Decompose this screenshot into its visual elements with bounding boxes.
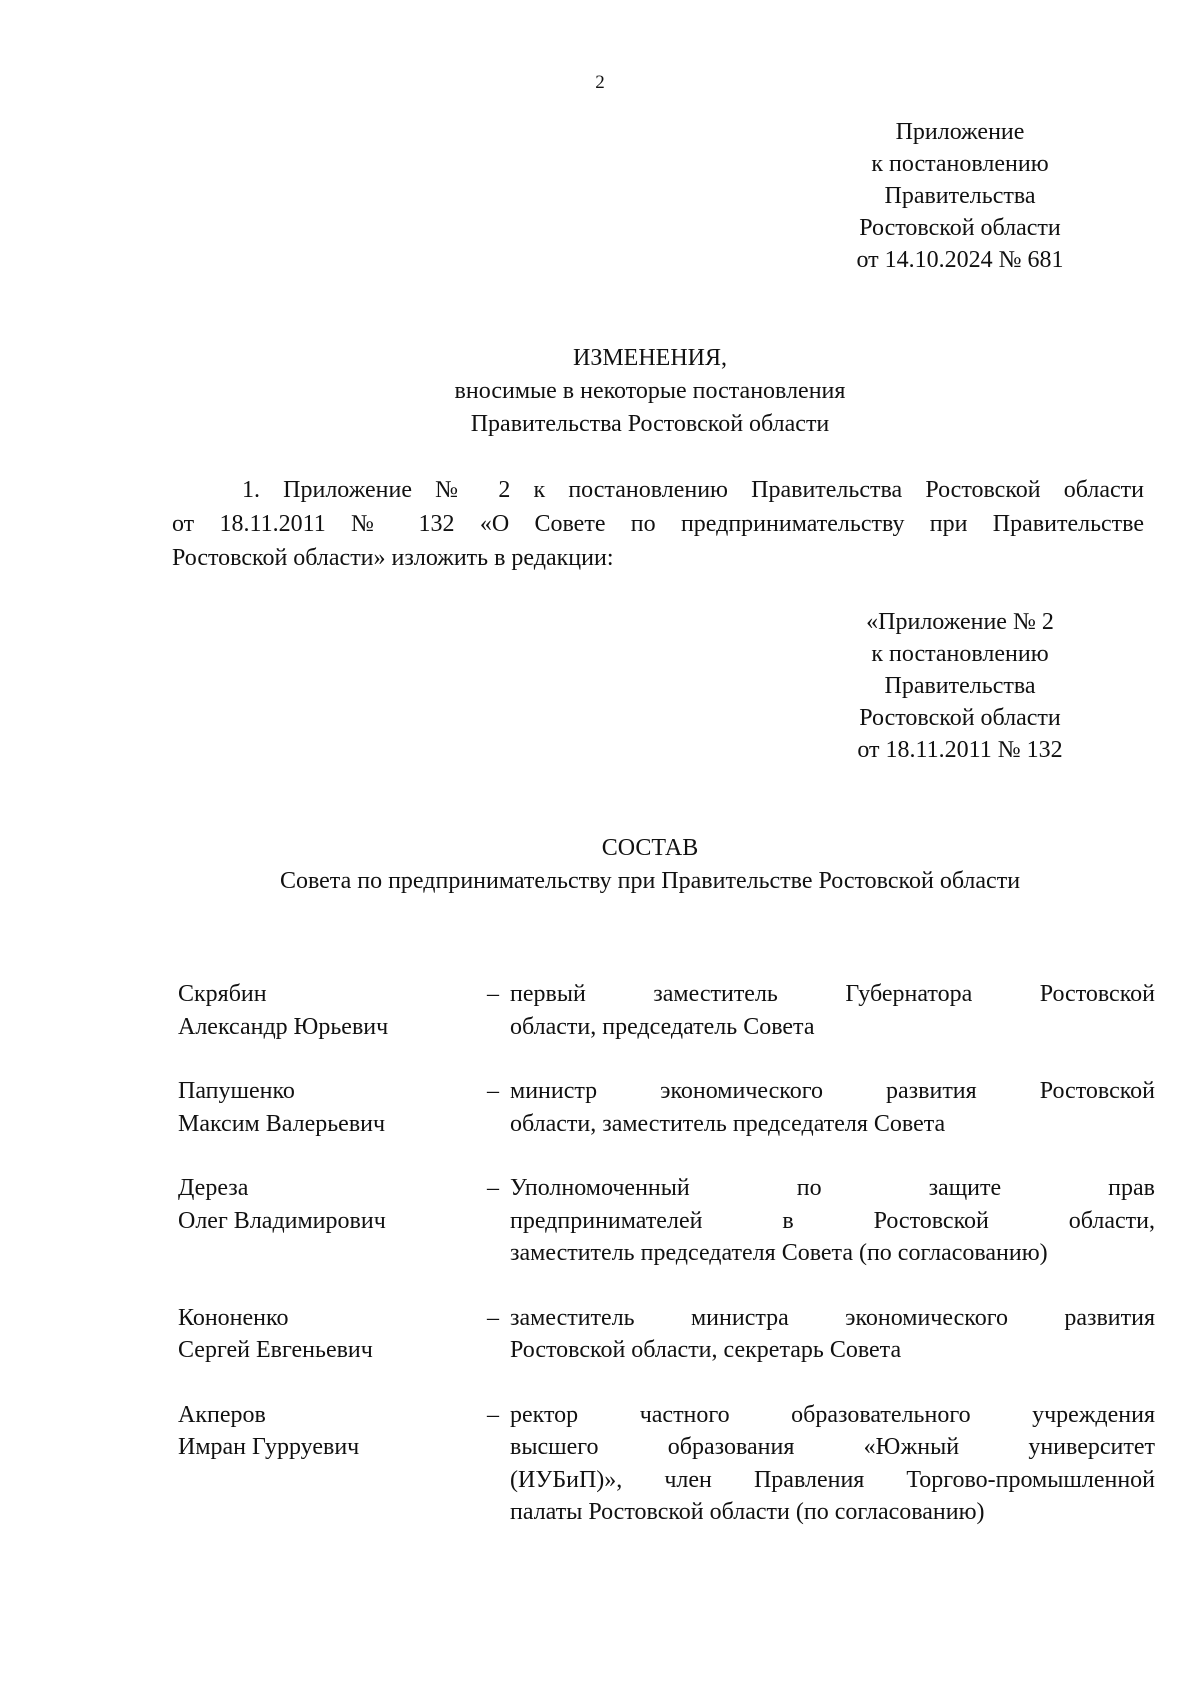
annex-2-line: Правительства bbox=[884, 673, 1036, 699]
member-role-line: области, заместитель председателя Совета bbox=[510, 1110, 946, 1137]
member-entry bbox=[178, 1075, 1155, 1140]
member-surname: Акперов bbox=[178, 1401, 266, 1428]
member-role bbox=[510, 1399, 1155, 1529]
members-list bbox=[178, 978, 1155, 1561]
member-dash: – bbox=[487, 981, 499, 1007]
member-surname: Кононенко bbox=[178, 1304, 289, 1331]
paragraph-1 bbox=[172, 473, 1144, 575]
member-role-line: Ростовской области, секретарь Совета bbox=[510, 1337, 902, 1363]
member-entry bbox=[178, 1302, 1155, 1367]
member-role-line: первый заместитель Губернатора Ростовской bbox=[510, 981, 1155, 1007]
member-given-names: Сергей Евгеньевич bbox=[178, 1337, 373, 1363]
member-role-line: заместитель министра экономического развития bbox=[510, 1304, 1155, 1331]
member-dash: – bbox=[487, 1175, 499, 1201]
composition-title: СОСТАВ bbox=[601, 835, 699, 861]
annex-2-block bbox=[820, 606, 1100, 766]
changes-heading bbox=[160, 342, 1140, 441]
member-given-names: Александр Юрьевич bbox=[178, 1013, 389, 1040]
member-role-line: области, председатель Совета bbox=[510, 1013, 815, 1040]
paragraph-line: 1. Приложение № 2 к постановлению Правительства Ростовской области bbox=[242, 477, 1144, 503]
annex-line: от 14.10.2024 № 681 bbox=[856, 247, 1064, 273]
member-role-line: министр экономического развития Ростовской bbox=[510, 1078, 1155, 1104]
annex-2-line: «Приложение № 2 bbox=[866, 609, 1054, 635]
member-role-line: заместитель председателя Совета (по согласованию) bbox=[510, 1240, 1048, 1266]
annex-2-line: Ростовской области bbox=[859, 705, 1061, 731]
annex-line: Ростовской области bbox=[859, 215, 1061, 241]
member-entry bbox=[178, 1172, 1155, 1270]
member-given-names: Максим Валерьевич bbox=[178, 1110, 386, 1137]
member-role bbox=[510, 1172, 1155, 1270]
member-name bbox=[178, 1399, 478, 1529]
member-role bbox=[510, 1302, 1155, 1367]
page-number: 2 bbox=[595, 72, 605, 93]
composition-subtitle: Совета по предпринимательству при Правительстве Ростовской области bbox=[279, 868, 1021, 894]
member-role-line: Уполномоченный по защите прав bbox=[510, 1175, 1155, 1201]
annex-block bbox=[820, 116, 1100, 276]
member-given-names: Имран Гурруевич bbox=[178, 1434, 360, 1460]
annex-line: к постановлению bbox=[871, 151, 1049, 177]
member-entry bbox=[178, 978, 1155, 1043]
annex-line: Правительства bbox=[884, 183, 1036, 209]
member-role-line: палаты Ростовской области (по согласованию) bbox=[510, 1499, 985, 1525]
member-surname: Папушенко bbox=[178, 1078, 295, 1104]
paragraph-line: Ростовской области» изложить в редакции: bbox=[172, 545, 614, 571]
member-entry bbox=[178, 1399, 1155, 1529]
member-dash: – bbox=[487, 1304, 499, 1331]
composition-heading bbox=[160, 832, 1140, 898]
annex-line: Приложение bbox=[895, 119, 1025, 145]
member-dash: – bbox=[487, 1078, 499, 1104]
member-dash: – bbox=[487, 1401, 499, 1428]
member-role bbox=[510, 1075, 1155, 1140]
changes-subtitle-line: вносимые в некоторые постановления bbox=[454, 378, 846, 404]
member-given-names: Олег Владимирович bbox=[178, 1207, 386, 1234]
member-name bbox=[178, 1075, 478, 1140]
paragraph-line: от 18.11.2011 № 132 «О Совете по предпринимательству при Правительстве bbox=[172, 511, 1144, 537]
annex-2-line: от 18.11.2011 № 132 bbox=[857, 737, 1063, 763]
member-name bbox=[178, 978, 478, 1043]
member-role bbox=[510, 978, 1155, 1043]
member-role-line: высшего образования «Южный университет bbox=[510, 1434, 1155, 1460]
member-role-line: (ИУБиП)», член Правления Торгово-промышленной bbox=[510, 1466, 1155, 1493]
member-name bbox=[178, 1302, 478, 1367]
member-name bbox=[178, 1172, 478, 1270]
member-role-line: ректор частного образовательного учреждения bbox=[510, 1401, 1155, 1428]
member-surname: Скрябин bbox=[178, 981, 267, 1007]
changes-title: ИЗМЕНЕНИЯ, bbox=[572, 345, 728, 371]
annex-2-line: к постановлению bbox=[871, 641, 1049, 667]
member-surname: Дереза bbox=[178, 1175, 249, 1201]
member-role-line: предпринимателей в Ростовской области, bbox=[510, 1207, 1155, 1234]
changes-subtitle-line: Правительства Ростовской области bbox=[470, 411, 830, 437]
